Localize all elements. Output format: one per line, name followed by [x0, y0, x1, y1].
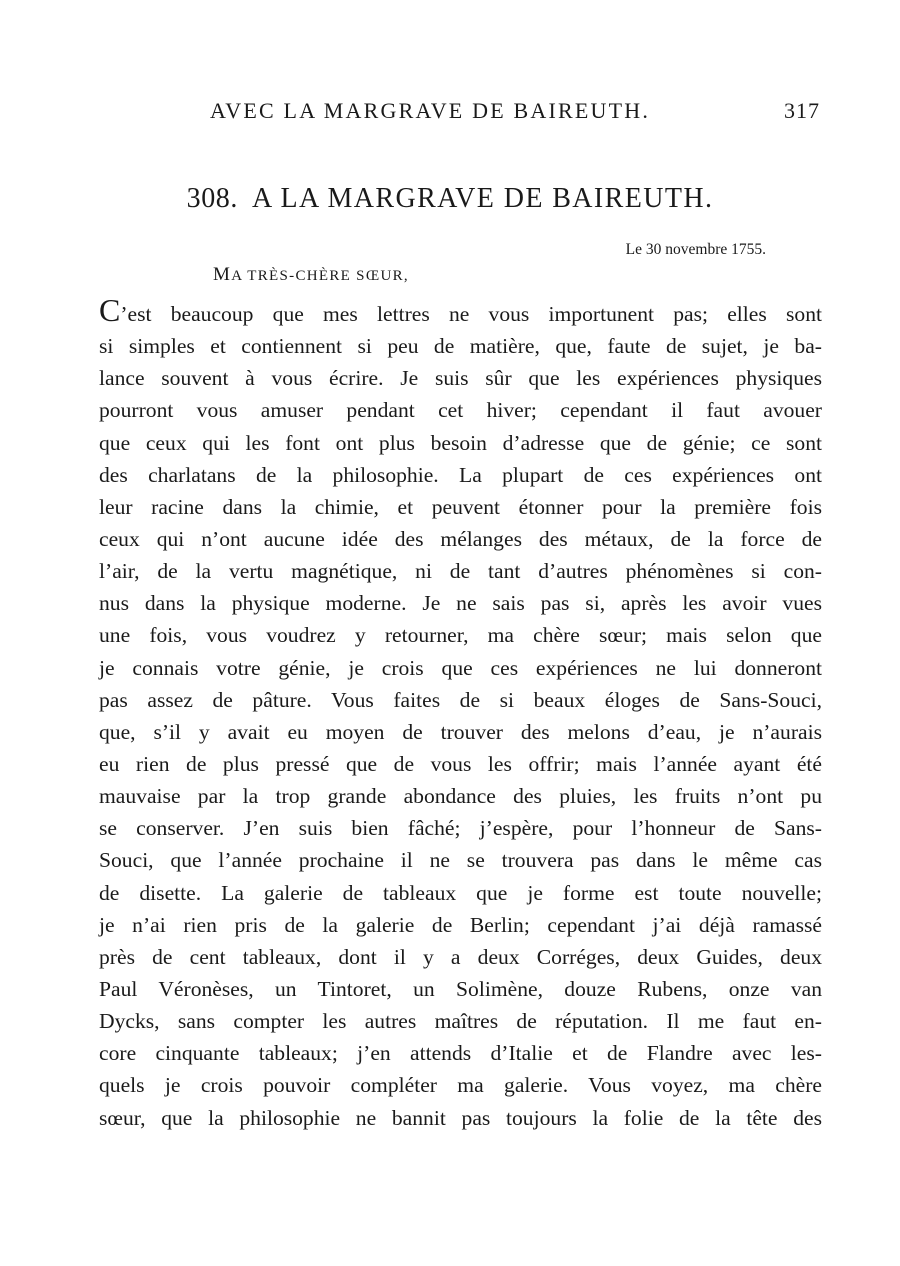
body-line: je n’ai rien pris de la galerie de Berlin; cependant j’ai déjà ramassé — [99, 912, 822, 937]
page-number: 317 — [784, 98, 820, 123]
letter-body — [99, 292, 822, 1134]
body-line: mauvaise par la trop grande abondance des pluies, les fruits n’ont pu — [99, 784, 822, 809]
body-line: Dycks, sans compter les autres maîtres de réputation. Il me faut en- — [99, 1009, 822, 1034]
body-line: sœur, que la philosophie ne bannit pas toujours la folie de la tête des — [99, 1105, 822, 1130]
body-line: lance souvent à vous écrire. Je suis sûr que les expériences physiques — [99, 366, 822, 391]
body-line: ceux qui n’ont aucune idée des mélanges des métaux, de la force de — [99, 526, 822, 551]
body-line: pas assez de pâture. Vous faites de si beaux éloges de Sans-Souci, — [99, 687, 822, 712]
salutation — [213, 264, 409, 286]
body-line: je connais votre génie, je crois que ces expériences ne lui donneront — [99, 655, 822, 680]
body-line: près de cent tableaux, dont il y a deux Corréges, deux Guides, deux — [99, 944, 822, 969]
body-line — [99, 292, 822, 330]
body-line: que ceux qui les font ont plus besoin d’adresse que de génie; ce sont — [99, 430, 822, 455]
running-title: AVEC LA MARGRAVE DE BAIREUTH. — [210, 98, 651, 123]
salutation-initial: M — [213, 264, 232, 285]
body-line: Paul Véronèses, un Tintoret, un Solimène, douze Rubens, onze van — [99, 976, 822, 1001]
body-line: quels je crois pouvoir compléter ma galerie. Vous voyez, ma chère — [99, 1073, 822, 1098]
body-line: Souci, que l’année prochaine il ne se trouvera pas dans le même cas — [99, 848, 822, 873]
drop-cap: C — [99, 292, 121, 328]
body-line: l’air, de la vertu magnétique, ni de tant d’autres phénomènes si con- — [99, 559, 822, 584]
letter-number: 308. — [186, 183, 239, 214]
salutation-text: A TRÈS-CHÈRE SŒUR, — [231, 268, 409, 284]
body-line: pourront vous amuser pendant cet hiver; cependant il faut avouer — [99, 398, 822, 423]
body-line: se conserver. J’en suis bien fâché; j’espère, pour l’honneur de Sans- — [99, 816, 822, 841]
body-line: leur racine dans la chimie, et peuvent étonner pour la première fois — [99, 494, 822, 519]
letter-date: Le 30 novembre 1755. — [625, 241, 766, 258]
body-line: que, s’il y avait eu moyen de trouver des melons d’eau, je n’aurais — [99, 719, 822, 744]
body-line: eu rien de plus pressé que de vous les offrir; mais l’année ayant été — [99, 751, 822, 776]
body-line: de disette. La galerie de tableaux que je forme est toute nouvelle; — [99, 880, 822, 905]
body-line: des charlatans de la philosophie. La plupart de ces expériences ont — [99, 462, 822, 487]
body-line: nus dans la physique moderne. Je ne sais pas si, après les avoir vues — [99, 591, 822, 616]
first-line-text: ’est beaucoup que mes lettres ne vous importunent pas; elles sont — [120, 302, 822, 326]
running-header — [210, 98, 820, 128]
letter-title: A LA MARGRAVE DE BAIREUTH. — [252, 183, 714, 214]
body-line: si simples et contiennent si peu de matière, que, faute de sujet, je ba- — [99, 334, 822, 359]
body-line: core cinquante tableaux; j’en attends d’Italie et de Flandre avec les- — [99, 1041, 822, 1066]
body-line: une fois, vous voudrez y retourner, ma chère sœur; mais selon que — [99, 623, 822, 648]
letter-heading — [0, 183, 900, 215]
